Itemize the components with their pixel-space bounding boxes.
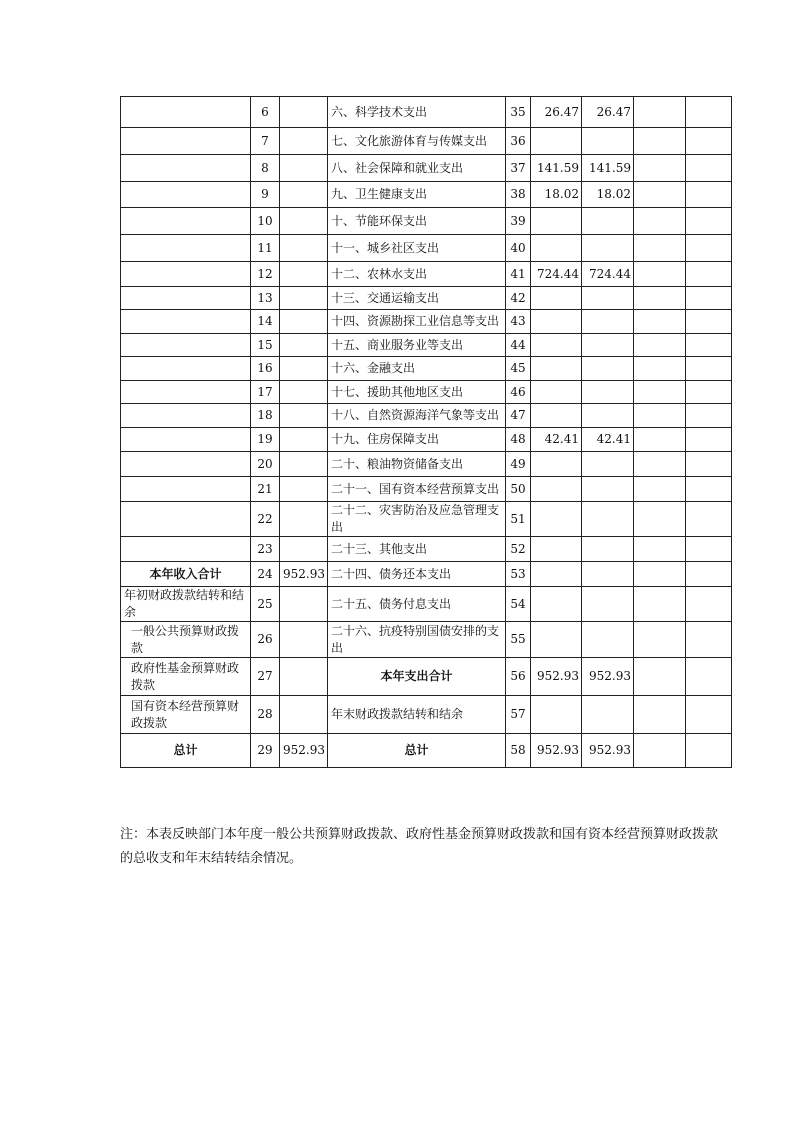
income-item-cell: 年初财政拨款结转和结余 [121, 587, 251, 622]
income-item-cell [121, 262, 251, 287]
table-row [121, 734, 732, 768]
income-item-cell [121, 477, 251, 502]
income-item-cell: 本年收入合计 [121, 562, 251, 587]
income-amount-cell: 952.93 [280, 734, 328, 768]
general-budget-cell: 42.41 [582, 428, 634, 452]
expense-total-cell: 952.93 [531, 658, 582, 696]
general-budget-cell: 952.93 [582, 658, 634, 696]
income-amount-cell [280, 357, 328, 381]
government-fund-cell [634, 334, 686, 357]
table-row [121, 502, 732, 537]
expense-total-cell [531, 562, 582, 587]
income-item-cell [121, 428, 251, 452]
table-row [121, 155, 732, 182]
income-item-cell [121, 381, 251, 404]
income-row-number-cell: 9 [251, 182, 280, 208]
expense-row-number-cell: 54 [506, 587, 531, 622]
income-row-number-cell: 7 [251, 128, 280, 155]
income-item-cell: 国有资本经营预算财政拨款 [121, 696, 251, 734]
state-capital-cell [686, 208, 732, 235]
table-row [121, 208, 732, 235]
government-fund-cell [634, 182, 686, 208]
income-item-cell [121, 235, 251, 262]
expense-row-number-cell: 44 [506, 334, 531, 357]
table-row [121, 587, 732, 622]
expense-row-number-cell: 40 [506, 235, 531, 262]
state-capital-cell [686, 734, 732, 768]
income-amount-cell [280, 696, 328, 734]
expense-total-cell [531, 452, 582, 477]
income-item-cell: 总计 [121, 734, 251, 768]
table-row [121, 97, 732, 128]
expense-row-number-cell: 37 [506, 155, 531, 182]
income-amount-cell [280, 155, 328, 182]
table-row [121, 235, 732, 262]
expense-row-number-cell: 42 [506, 287, 531, 310]
expense-item-cell: 二十二、灾害防治及应急管理支出 [328, 502, 506, 537]
state-capital-cell [686, 622, 732, 658]
income-item-cell [121, 208, 251, 235]
income-row-number-cell: 25 [251, 587, 280, 622]
income-amount-cell [280, 404, 328, 428]
expense-item-cell: 十八、自然资源海洋气象等支出 [328, 404, 506, 428]
table-row [121, 428, 732, 452]
expense-total-cell [531, 381, 582, 404]
expense-item-cell: 十九、住房保障支出 [328, 428, 506, 452]
expense-total-cell [531, 357, 582, 381]
income-row-number-cell: 13 [251, 287, 280, 310]
income-item-cell [121, 182, 251, 208]
government-fund-cell [634, 235, 686, 262]
state-capital-cell [686, 287, 732, 310]
income-item-cell [121, 97, 251, 128]
state-capital-cell [686, 262, 732, 287]
table-row [121, 182, 732, 208]
expense-row-number-cell: 56 [506, 658, 531, 696]
income-item-cell [121, 537, 251, 562]
expense-row-number-cell: 49 [506, 452, 531, 477]
government-fund-cell [634, 262, 686, 287]
general-budget-cell [582, 128, 634, 155]
general-budget-cell [582, 334, 634, 357]
expense-item-cell: 十五、商业服务业等支出 [328, 334, 506, 357]
income-row-number-cell: 8 [251, 155, 280, 182]
expense-item-cell: 十一、城乡社区支出 [328, 235, 506, 262]
expense-item-cell: 二十六、抗疫特别国债安排的支出 [328, 622, 506, 658]
expense-row-number-cell: 45 [506, 357, 531, 381]
government-fund-cell [634, 452, 686, 477]
expense-item-cell: 二十、粮油物资储备支出 [328, 452, 506, 477]
expense-total-cell [531, 477, 582, 502]
state-capital-cell [686, 357, 732, 381]
government-fund-cell [634, 696, 686, 734]
table-row [121, 334, 732, 357]
government-fund-cell [634, 128, 686, 155]
income-amount-cell [280, 310, 328, 334]
general-budget-cell [582, 357, 634, 381]
expense-total-cell: 952.93 [531, 734, 582, 768]
expense-total-cell [531, 404, 582, 428]
income-row-number-cell: 17 [251, 381, 280, 404]
expense-item-cell: 二十一、国有资本经营预算支出 [328, 477, 506, 502]
table-row [121, 287, 732, 310]
table-row [121, 696, 732, 734]
income-amount-cell [280, 208, 328, 235]
table-row [121, 381, 732, 404]
government-fund-cell [634, 381, 686, 404]
expense-item-cell: 十二、农林水支出 [328, 262, 506, 287]
expense-row-number-cell: 36 [506, 128, 531, 155]
state-capital-cell [686, 310, 732, 334]
income-amount-cell [280, 182, 328, 208]
income-item-cell [121, 357, 251, 381]
state-capital-cell [686, 502, 732, 537]
income-amount-cell [280, 477, 328, 502]
expense-item-cell: 二十三、其他支出 [328, 537, 506, 562]
government-fund-cell [634, 357, 686, 381]
expense-item-cell: 总计 [328, 734, 506, 768]
expense-row-number-cell: 46 [506, 381, 531, 404]
government-fund-cell [634, 502, 686, 537]
expense-total-cell [531, 537, 582, 562]
government-fund-cell [634, 208, 686, 235]
table-row [121, 404, 732, 428]
expense-row-number-cell: 35 [506, 97, 531, 128]
expense-row-number-cell: 52 [506, 537, 531, 562]
income-row-number-cell: 15 [251, 334, 280, 357]
expense-item-cell: 十、节能环保支出 [328, 208, 506, 235]
expense-total-cell: 18.02 [531, 182, 582, 208]
income-amount-cell [280, 502, 328, 537]
table-row [121, 562, 732, 587]
state-capital-cell [686, 182, 732, 208]
income-item-cell [121, 404, 251, 428]
state-capital-cell [686, 128, 732, 155]
state-capital-cell [686, 658, 732, 696]
government-fund-cell [634, 537, 686, 562]
government-fund-cell [634, 97, 686, 128]
footnote: 注：本表反映部门本年度一般公共预算财政拨款、政府性基金预算财政拨款和国有资本经营预算财政拨款的总收支和年末结转结余情况。 [120, 827, 719, 866]
income-row-number-cell: 28 [251, 696, 280, 734]
income-amount-cell [280, 381, 328, 404]
general-budget-cell: 141.59 [582, 155, 634, 182]
table-row [121, 128, 732, 155]
expense-row-number-cell: 53 [506, 562, 531, 587]
expense-item-cell: 本年支出合计 [328, 658, 506, 696]
government-fund-cell [634, 734, 686, 768]
table-row [121, 452, 732, 477]
government-fund-cell [634, 658, 686, 696]
general-budget-cell [582, 208, 634, 235]
state-capital-cell [686, 537, 732, 562]
income-row-number-cell: 18 [251, 404, 280, 428]
expense-total-cell [531, 334, 582, 357]
income-amount-cell [280, 428, 328, 452]
expense-item-cell: 九、卫生健康支出 [328, 182, 506, 208]
expense-item-cell: 十六、金融支出 [328, 357, 506, 381]
income-amount-cell [280, 235, 328, 262]
expense-item-cell: 六、科学技术支出 [328, 97, 506, 128]
income-row-number-cell: 19 [251, 428, 280, 452]
expense-item-cell: 十七、援助其他地区支出 [328, 381, 506, 404]
expense-total-cell [531, 502, 582, 537]
income-item-cell [121, 502, 251, 537]
table-row [121, 658, 732, 696]
income-amount-cell [280, 622, 328, 658]
income-row-number-cell: 21 [251, 477, 280, 502]
state-capital-cell [686, 452, 732, 477]
income-row-number-cell: 22 [251, 502, 280, 537]
income-row-number-cell: 27 [251, 658, 280, 696]
income-item-cell [121, 128, 251, 155]
general-budget-cell [582, 537, 634, 562]
income-row-number-cell: 14 [251, 310, 280, 334]
income-amount-cell [280, 287, 328, 310]
income-item-cell [121, 452, 251, 477]
expense-row-number-cell: 48 [506, 428, 531, 452]
government-fund-cell [634, 428, 686, 452]
general-budget-cell: 26.47 [582, 97, 634, 128]
government-fund-cell [634, 562, 686, 587]
general-budget-cell [582, 587, 634, 622]
income-row-number-cell: 10 [251, 208, 280, 235]
general-budget-cell [582, 477, 634, 502]
income-row-number-cell: 24 [251, 562, 280, 587]
expense-row-number-cell: 57 [506, 696, 531, 734]
state-capital-cell [686, 696, 732, 734]
income-amount-cell [280, 658, 328, 696]
income-amount-cell [280, 128, 328, 155]
government-fund-cell [634, 404, 686, 428]
income-row-number-cell: 23 [251, 537, 280, 562]
expense-row-number-cell: 58 [506, 734, 531, 768]
expense-item-cell: 七、文化旅游体育与传媒支出 [328, 128, 506, 155]
expense-total-cell [531, 128, 582, 155]
general-budget-cell [582, 404, 634, 428]
table-row [121, 357, 732, 381]
table-row [121, 477, 732, 502]
income-amount-cell [280, 334, 328, 357]
income-amount-cell [280, 452, 328, 477]
state-capital-cell [686, 334, 732, 357]
budget-table [120, 96, 732, 768]
expense-row-number-cell: 41 [506, 262, 531, 287]
expense-total-cell [531, 696, 582, 734]
table-row [121, 262, 732, 287]
expense-total-cell [531, 310, 582, 334]
income-row-number-cell: 6 [251, 97, 280, 128]
general-budget-cell [582, 622, 634, 658]
general-budget-cell [582, 696, 634, 734]
table-body [121, 97, 732, 768]
expense-item-cell: 十四、资源勘探工业信息等支出 [328, 310, 506, 334]
expense-row-number-cell: 50 [506, 477, 531, 502]
income-amount-cell [280, 262, 328, 287]
expense-total-cell: 42.41 [531, 428, 582, 452]
income-item-cell [121, 155, 251, 182]
expense-total-cell [531, 287, 582, 310]
table-row [121, 310, 732, 334]
state-capital-cell [686, 155, 732, 182]
government-fund-cell [634, 155, 686, 182]
expense-total-cell [531, 587, 582, 622]
general-budget-cell: 18.02 [582, 182, 634, 208]
government-fund-cell [634, 587, 686, 622]
expense-total-cell [531, 622, 582, 658]
income-row-number-cell: 16 [251, 357, 280, 381]
expense-item-cell: 二十四、债务还本支出 [328, 562, 506, 587]
expense-row-number-cell: 43 [506, 310, 531, 334]
state-capital-cell [686, 587, 732, 622]
general-budget-cell: 952.93 [582, 734, 634, 768]
expense-total-cell [531, 208, 582, 235]
income-item-cell [121, 334, 251, 357]
expense-row-number-cell: 47 [506, 404, 531, 428]
general-budget-cell [582, 452, 634, 477]
state-capital-cell [686, 477, 732, 502]
income-amount-cell: 952.93 [280, 562, 328, 587]
table-row [121, 622, 732, 658]
government-fund-cell [634, 287, 686, 310]
income-row-number-cell: 11 [251, 235, 280, 262]
government-fund-cell [634, 477, 686, 502]
income-row-number-cell: 26 [251, 622, 280, 658]
general-budget-cell [582, 287, 634, 310]
expense-item-cell: 十三、交通运输支出 [328, 287, 506, 310]
government-fund-cell [634, 622, 686, 658]
income-row-number-cell: 29 [251, 734, 280, 768]
general-budget-cell [582, 562, 634, 587]
expense-total-cell [531, 235, 582, 262]
general-budget-cell [582, 310, 634, 334]
income-row-number-cell: 12 [251, 262, 280, 287]
expense-row-number-cell: 55 [506, 622, 531, 658]
expense-item-cell: 二十五、债务付息支出 [328, 587, 506, 622]
general-budget-cell [582, 502, 634, 537]
expense-row-number-cell: 51 [506, 502, 531, 537]
income-amount-cell [280, 587, 328, 622]
expense-total-cell: 724.44 [531, 262, 582, 287]
state-capital-cell [686, 381, 732, 404]
general-budget-cell [582, 381, 634, 404]
state-capital-cell [686, 428, 732, 452]
expense-total-cell: 141.59 [531, 155, 582, 182]
expense-item-cell: 年末财政拨款结转和结余 [328, 696, 506, 734]
income-item-cell: 一般公共预算财政拨款 [121, 622, 251, 658]
general-budget-cell: 724.44 [582, 262, 634, 287]
income-item-cell: 政府性基金预算财政拨款 [121, 658, 251, 696]
general-budget-cell [582, 235, 634, 262]
expense-row-number-cell: 38 [506, 182, 531, 208]
expense-row-number-cell: 39 [506, 208, 531, 235]
income-amount-cell [280, 97, 328, 128]
income-item-cell [121, 310, 251, 334]
government-fund-cell [634, 310, 686, 334]
state-capital-cell [686, 562, 732, 587]
income-item-cell [121, 287, 251, 310]
state-capital-cell [686, 235, 732, 262]
expense-total-cell: 26.47 [531, 97, 582, 128]
expense-item-cell: 八、社会保障和就业支出 [328, 155, 506, 182]
table-row [121, 537, 732, 562]
state-capital-cell [686, 404, 732, 428]
state-capital-cell [686, 97, 732, 128]
income-amount-cell [280, 537, 328, 562]
income-row-number-cell: 20 [251, 452, 280, 477]
